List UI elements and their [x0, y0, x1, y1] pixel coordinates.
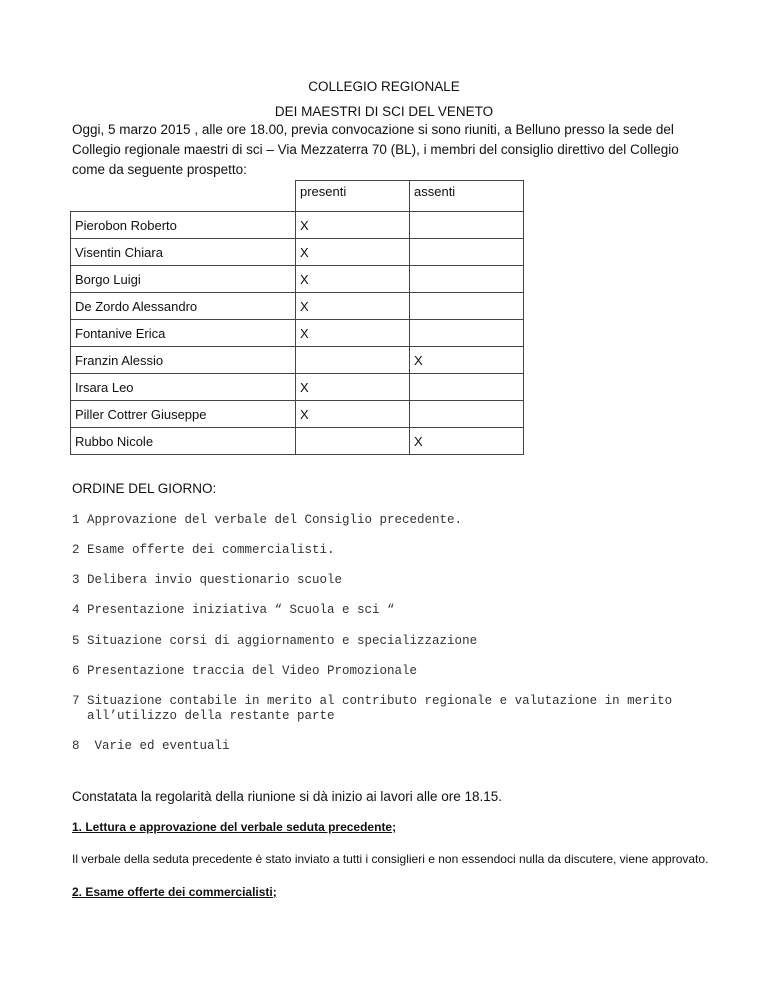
member-name: Irsara Leo — [71, 374, 296, 401]
attendance-row — [71, 293, 524, 320]
section-1-title: 1. Lettura e approvazione del verbale seduta precedente; — [72, 820, 397, 834]
member-name: Franzin Alessio — [71, 347, 296, 374]
agenda-item: 1 Approvazione del verbale del Consiglio precedente. — [72, 513, 463, 527]
absent-mark — [410, 374, 524, 401]
agenda-item: 4 Presentazione iniziativa “ Scuola e sci “ — [72, 603, 395, 617]
absent-mark — [410, 401, 524, 428]
member-name: Borgo Luigi — [71, 266, 296, 293]
member-name: Piller Cottrer Giuseppe — [71, 401, 296, 428]
attendance-table — [70, 180, 524, 455]
attendance-row — [71, 401, 524, 428]
attendance-row — [71, 212, 524, 239]
section-2-title: 2. Esame offerte dei commercialisti; — [72, 885, 277, 899]
agenda-item: 6 Presentazione traccia del Video Promozionale — [72, 664, 418, 678]
col-absent-header: assenti — [410, 181, 524, 212]
attendance-header-row — [71, 181, 524, 212]
header-line-2: DEI MAESTRI DI SCI DEL VENETO — [274, 104, 494, 119]
present-mark: X — [296, 212, 410, 239]
present-mark — [296, 428, 410, 455]
agenda-item: 5 Situazione corsi di aggiornamento e specializzazione — [72, 634, 478, 648]
agenda-title: ORDINE DEL GIORNO: — [72, 481, 217, 496]
attendance-row — [71, 266, 524, 293]
agenda-item: 8 Varie ed eventuali — [72, 739, 230, 753]
member-name: Visentin Chiara — [71, 239, 296, 266]
absent-mark: X — [410, 347, 524, 374]
present-mark — [296, 347, 410, 374]
absent-mark — [410, 293, 524, 320]
agenda-item: 7 Situazione contabile in merito al contributo regionale e valutazione in merito — [72, 694, 673, 708]
present-mark: X — [296, 266, 410, 293]
present-mark: X — [296, 401, 410, 428]
regularity-statement: Constatata la regolarità della riunione si dà inizio ai lavori alle ore 18.15. — [72, 789, 503, 804]
present-mark: X — [296, 374, 410, 401]
absent-mark: X — [410, 428, 524, 455]
present-mark: X — [296, 239, 410, 266]
attendance-row — [71, 239, 524, 266]
intro-paragraph: Oggi, 5 marzo 2015 , alle ore 18.00, previa convocazione si sono riuniti, a Belluno presso la sede del Collegio regionale maestri di sci – Via Mezzaterra 70 (BL), i membri del consiglio direttivo del Collegio come da seguente prospetto: — [72, 122, 679, 177]
absent-mark — [410, 212, 524, 239]
col-present-header: presenti — [296, 181, 410, 212]
member-name: De Zordo Alessandro — [71, 293, 296, 320]
present-mark: X — [296, 293, 410, 320]
section-1-text: Il verbale della seduta precedente è stato inviato a tutti i consiglieri e non essendoci nulla da discutere, viene approvato. — [72, 852, 709, 866]
member-name: Rubbo Nicole — [71, 428, 296, 455]
absent-mark — [410, 320, 524, 347]
agenda-item: 2 Esame offerte dei commercialisti. — [72, 543, 335, 557]
attendance-row — [71, 320, 524, 347]
agenda-item: 3 Delibera invio questionario scuole — [72, 573, 343, 587]
member-name: Pierobon Roberto — [71, 212, 296, 239]
header-line-1: COLLEGIO REGIONALE — [308, 79, 460, 94]
attendance-row — [71, 347, 524, 374]
absent-mark — [410, 239, 524, 266]
agenda-item-continuation: all’utilizzo della restante parte — [72, 709, 335, 723]
attendance-row — [71, 428, 524, 455]
member-name: Fontanive Erica — [71, 320, 296, 347]
attendance-row — [71, 374, 524, 401]
absent-mark — [410, 266, 524, 293]
present-mark: X — [296, 320, 410, 347]
attendance-header-empty — [71, 181, 296, 212]
